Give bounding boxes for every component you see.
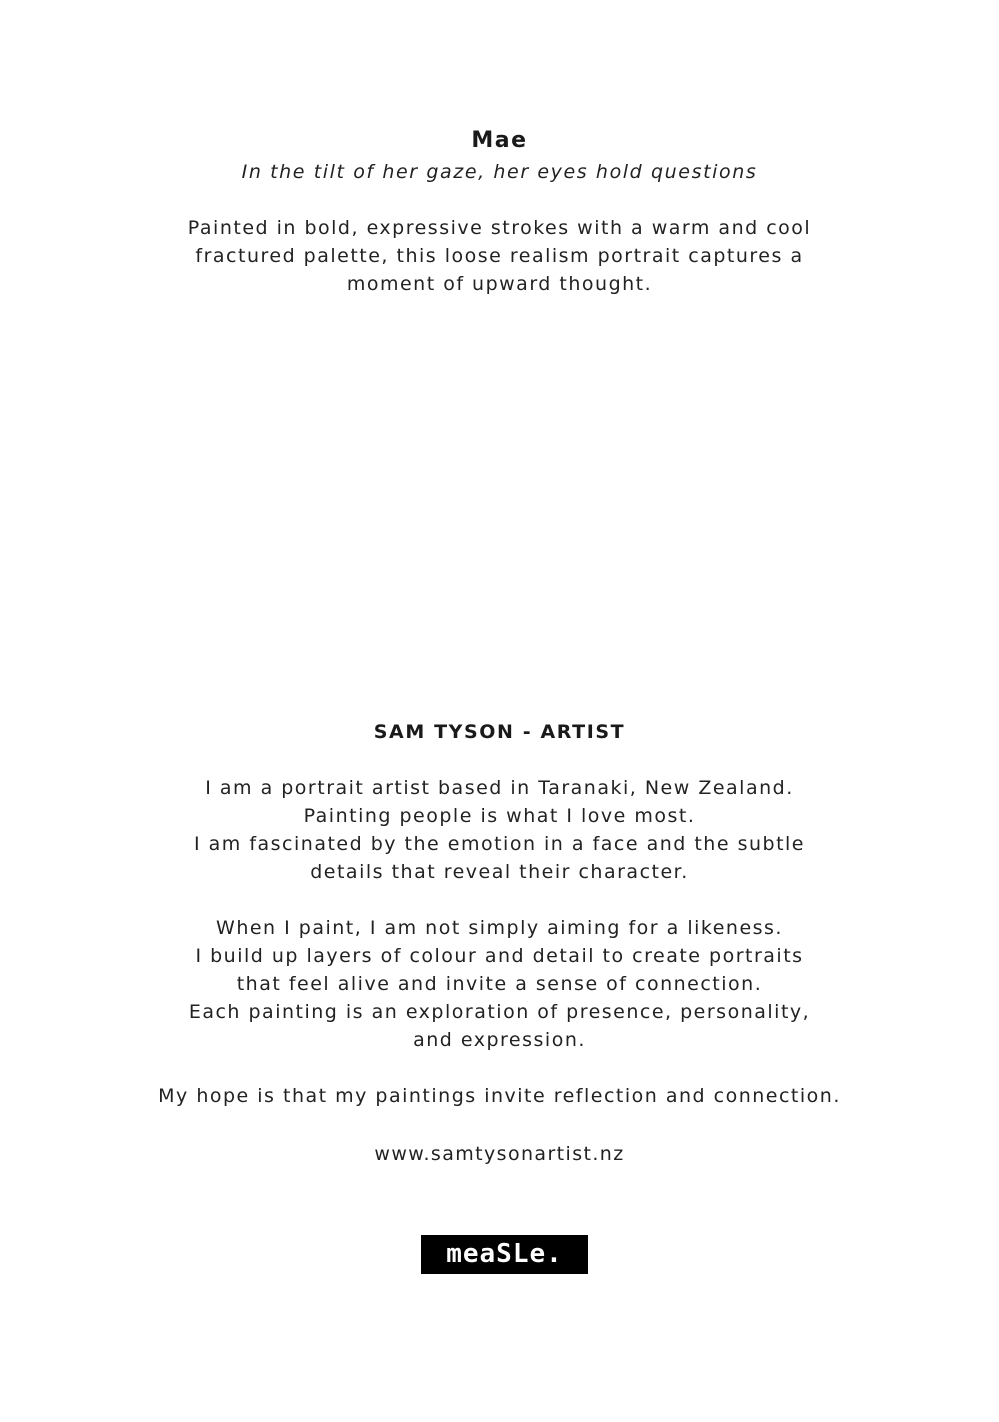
paragraph-gap [0,1054,999,1082]
bio-line: Painting people is what I love most. [303,805,696,827]
website-link[interactable]: www.samtysonartist.nz [374,1143,625,1165]
bio-line: I build up layers of colour and detail to create portraits [195,945,804,967]
bio-line: When I paint, I am not simply aiming for a likeness. [216,917,783,939]
description-line: Painted in bold, expressive strokes with a warm and cool [187,217,812,239]
artist-bio [0,774,999,1110]
artwork-subtitle: In the tilt of her gaze, her eyes hold questions [241,161,758,183]
artwork-title: Mae [471,128,528,153]
paragraph-gap [0,886,999,914]
bio-line: details that reveal their character. [310,861,689,883]
bio-line: and expression. [413,1029,586,1051]
bio-line: My hope is that my paintings invite reflection and connection. [158,1085,841,1107]
description-line: fractured palette, this loose realism portrait captures a [195,245,804,267]
bio-line: that feel alive and invite a sense of connection. [236,973,763,995]
bio-line: Each painting is an exploration of presence, personality, [188,1001,811,1023]
bio-line: I am a portrait artist based in Taranaki, New Zealand. [205,777,794,799]
artwork-description [0,214,999,298]
bio-line: I am fascinated by the emotion in a face and the subtle [193,833,805,855]
measle-logo: meaSLe. [421,1235,588,1274]
artist-heading: SAM TYSON - ARTIST [373,721,626,743]
description-line: moment of upward thought. [346,273,653,295]
